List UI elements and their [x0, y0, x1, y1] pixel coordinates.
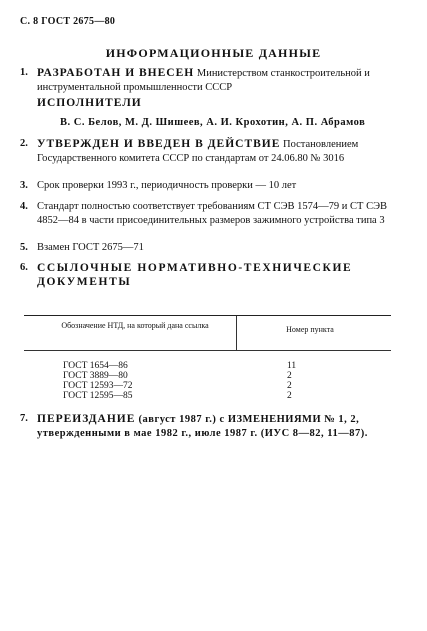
item-number: 3.: [20, 180, 28, 191]
item-number: 1.: [20, 67, 28, 78]
item-text: Стандарт полностью соответствует требованиям СТ СЭВ 1574—79 и СТ СЭВ 4852—84 в части присоединительных размеров зажимного устройства типа 3: [37, 201, 388, 226]
item-5: [20, 241, 405, 255]
table-cell-clause: 2: [287, 381, 292, 391]
item-heading: РАЗРАБОТАН И ВНЕСЕН: [37, 67, 195, 79]
table-header-clause: Номер пункта: [286, 325, 334, 334]
performers-heading: ИСПОЛНИТЕЛИ: [37, 97, 142, 109]
item-heading: ПЕРЕИЗДАНИЕ: [37, 413, 136, 425]
table-header-document: Обозначение НТД, на который дана ссылка: [61, 321, 209, 330]
performers-names: В. С. Белов, М. Д. Шишеев, А. И. Крохотин, А. П. Абрамов: [60, 117, 366, 128]
table-cell-clause: 2: [287, 391, 292, 401]
table-cell-document: ГОСТ 3889—80: [63, 371, 128, 381]
table-header-rule: [24, 350, 391, 351]
table-column-divider: [236, 316, 237, 350]
item-7: [20, 412, 405, 441]
item-number: 5.: [20, 242, 28, 253]
item-text: (август 1987 г.) с ИЗМЕНЕНИЯМИ № 1, 2, утвержденными в мае 1982 г., июле 1987 г. (ИУС 8—82, 11—87).: [37, 414, 368, 439]
item-number: 2.: [20, 138, 28, 149]
item-text: Взамен ГОСТ 2675—71: [37, 242, 144, 253]
table-cell-document: ГОСТ 12595—85: [63, 391, 133, 401]
item-number: 7.: [20, 413, 28, 424]
item-heading: ССЫЛОЧНЫЕ НОРМАТИВНО-ТЕХНИЧЕСКИЕ ДОКУМЕНТЫ: [37, 262, 353, 288]
table-cell-document: ГОСТ 12593—72: [63, 381, 133, 391]
item-number: 6.: [20, 262, 28, 273]
performers-heading-block: [20, 96, 405, 110]
item-text: Срок проверки 1993 г., периодичность проверки — 10 лет: [37, 180, 297, 191]
page-title: ИНФОРМАЦИОННЫЕ ДАННЫЕ: [105, 46, 322, 60]
item-heading: УТВЕРЖДЕН И ВВЕДЕН В ДЕЙСТВИЕ: [37, 138, 281, 150]
item-6: [20, 261, 405, 289]
item-text: Министерством станкостроительной и инструментальной промышленности СССР: [37, 68, 370, 93]
table-cell-document: ГОСТ 1654—86: [63, 361, 128, 371]
item-2: [20, 137, 405, 166]
table-cell-clause: 2: [287, 371, 292, 381]
item-number: 4.: [20, 201, 28, 212]
table-cell-clause: 11: [287, 361, 297, 371]
item-4: [20, 200, 405, 228]
page-header: С. 8 ГОСТ 2675—80: [20, 16, 116, 27]
item-1: [20, 66, 405, 95]
item-3: [20, 179, 405, 193]
table-top-rule: [24, 315, 391, 316]
item-text: Постановлением Государственного комитета СССР по стандартам от 24.06.80 № 3016: [37, 139, 359, 164]
